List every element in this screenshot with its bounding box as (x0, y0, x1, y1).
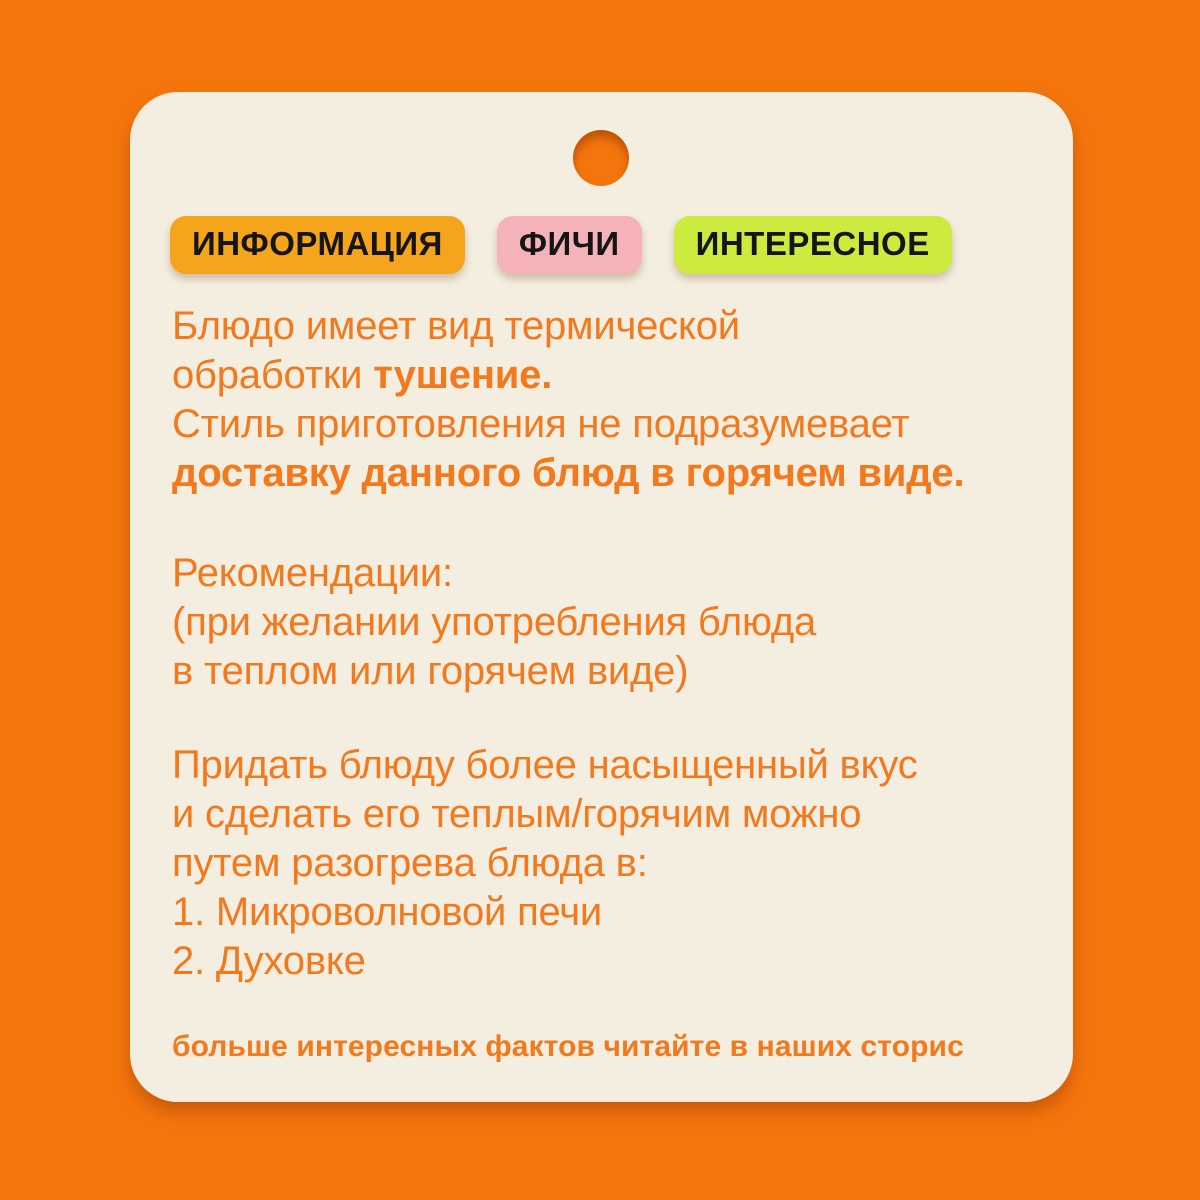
badge-information: ИНФОРМАЦИЯ (170, 216, 465, 274)
info-card (130, 92, 1073, 1102)
list-item: 1. Микроволновой печи (172, 890, 603, 934)
text-line: Придать блюду более насыщенный вкус (172, 743, 918, 787)
badge-row (170, 216, 952, 274)
text-bold: тушение. (373, 353, 553, 397)
paragraph-thermal-processing (172, 302, 1052, 498)
badge-interesting: ИНТЕРЕСНОЕ (674, 216, 952, 274)
text-line: Стиль приготовления не подразумевает (172, 402, 910, 446)
text-line: путем разогрева блюда в: (172, 841, 648, 885)
text-regular: обработки (172, 353, 374, 397)
text-line: (при желании употребления блюда (172, 600, 817, 644)
text-line: Блюдо имеет вид термической (172, 304, 740, 348)
text-line: и сделать его теплым/горячим можно (172, 792, 862, 836)
paragraph-reheating (172, 741, 1052, 986)
footer-note: больше интересных фактов читайте в наших сторис (172, 1030, 964, 1063)
text-line (172, 351, 1052, 400)
list-item: 2. Духовке (172, 939, 366, 983)
text-line: в теплом или горячем виде) (172, 649, 689, 693)
text-line: Рекомендации: (172, 551, 453, 595)
punch-hole (573, 130, 629, 186)
paragraph-recommendations (172, 549, 1052, 696)
badge-fichi: ФИЧИ (497, 216, 642, 274)
text-line-bold: доставку данного блюд в горячем виде. (172, 451, 965, 495)
